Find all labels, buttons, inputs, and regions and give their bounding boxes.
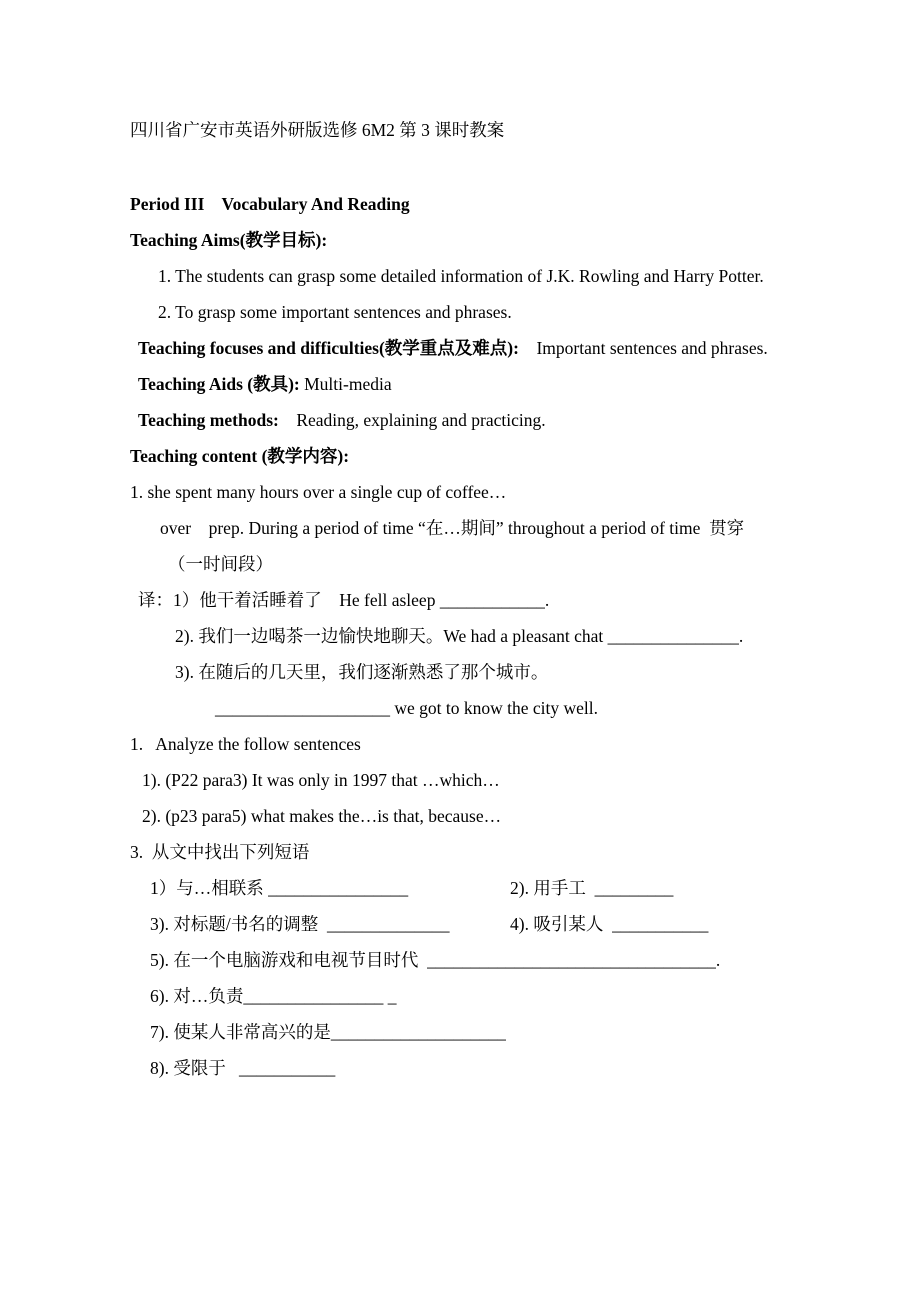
phrase-row-1 (130, 870, 792, 906)
teaching-methods-text: Reading, explaining and practicing. (278, 410, 546, 430)
phrase-item-6: 6). 对…负责________________ _ (150, 986, 397, 1006)
teaching-focuses-line (130, 330, 792, 366)
phrase-item-5: 5). 在一个电脑游戏和电视节目时代 _________________________________. (150, 950, 721, 970)
translation-item-1: 译：1）他干着活睡着了 He fell asleep ____________. (138, 590, 550, 610)
analyze-sentences-label: 1. Analyze the follow sentences (130, 734, 361, 754)
teaching-aims-label: Teaching Aims(教学目标): (130, 230, 328, 250)
phrase-row-2 (130, 906, 792, 942)
aim-item-2: 2. To grasp some important sentences and phrases. (158, 302, 512, 322)
teaching-methods-label: Teaching methods: (138, 410, 279, 430)
over-definition-line-1: over prep. During a period of time “在…期间” throughout a period of time 贯穿 (160, 518, 745, 538)
teaching-methods-line (130, 402, 792, 438)
doc-header: 四川省广安市英语外研版选修 6M2 第 3 课时教案 (130, 120, 505, 140)
phrase-item-4: 4). 吸引某人 ___________ (510, 914, 709, 934)
phrase-item-1: 1）与…相联系 ________________ (150, 878, 409, 898)
analyze-item-1: 1). (P22 para3) It was only in 1997 that …which… (142, 770, 500, 790)
phrase-item-3: 3). 对标题/书名的调整 ______________ (150, 914, 450, 934)
coffee-sentence: 1. she spent many hours over a single cup of coffee… (130, 482, 507, 502)
translation-item-2: 2). 我们一边喝茶一边愉快地聊天。We had a pleasant chat _______________. (175, 626, 744, 646)
phrase-item-7: 7). 使某人非常高兴的是____________________ (150, 1022, 506, 1042)
teaching-focuses-text: Important sentences and phrases. (518, 338, 768, 358)
find-phrases-label: 3. 从文中找出下列短语 (130, 842, 310, 862)
aim-item-1: 1. The students can grasp some detailed information of J.K. Rowling and Harry Potter. (158, 266, 764, 286)
translation-item-3: 3). 在随后的几天里，我们逐渐熟悉了那个城市。 (175, 662, 549, 682)
translation-item-3-blank: ____________________ we got to know the city well. (215, 698, 599, 718)
analyze-item-2: 2). (p23 para5) what makes the…is that, because… (142, 806, 502, 826)
teaching-aids-label: Teaching Aids (教具): (138, 374, 300, 394)
period-title: Period III Vocabulary And Reading (130, 194, 410, 214)
phrase-item-8: 8). 受限于 ___________ (150, 1058, 336, 1078)
over-definition-line-2: （一时间段） (168, 554, 273, 574)
phrase-item-2: 2). 用手工 _________ (510, 878, 674, 898)
teaching-focuses-label: Teaching focuses and difficulties(教学重点及难点): (138, 338, 519, 358)
teaching-aids-line (130, 366, 792, 402)
teaching-content-label: Teaching content (教学内容): (130, 446, 350, 466)
teaching-aids-text: Multi-media (299, 374, 392, 394)
